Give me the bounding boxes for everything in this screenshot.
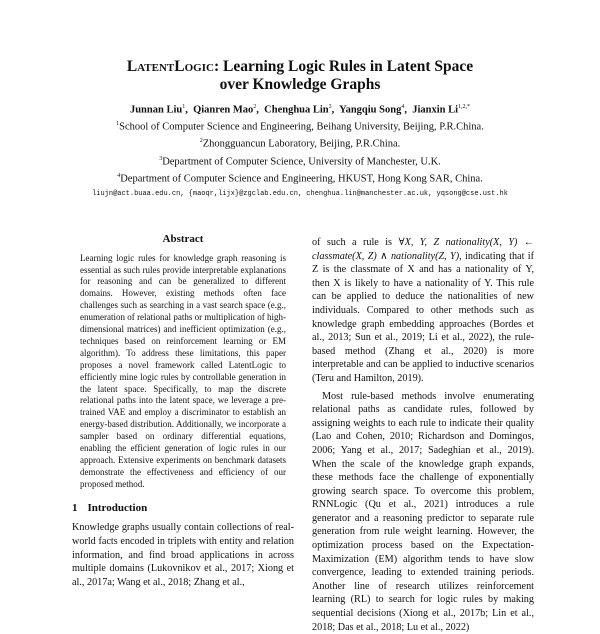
title-method-name: LatentLogic: [126, 58, 214, 75]
affiliation-text: Department of Computer Science and Engineering, HKUST, Hong Kong SAR, China.: [120, 173, 483, 185]
author-name: Junnan Liu: [129, 104, 183, 116]
affiliation: [40, 152, 560, 170]
section-heading: [72, 502, 294, 516]
affiliation-sup: 4: [117, 173, 121, 179]
author-emails: liujn@act.buaa.edu.cn, {maoqr,lijx}@zgclab.edu.cn, chenghua.lin@manchester.ac.uk, yqsong@cse.ust.hk: [92, 189, 508, 198]
abstract-text: Learning logic rules for knowledge graph reasoning is essential as such rules provide interpretable explanations for reasoning and can be generalized to different domains. However, existing methods often face challenges such as searching in a vast search space (e.g., enumeration of relational paths or multiplication of high-dimensional matrices) and inefficient optimization (e.g., techniques based on reinforcement learning or EM algorithm). To address these limitations, this paper proposes a novel framework called LatentLogic to efficiently mine logic rules by controllable generation in the latent space. Specifically, to map the discrete relational paths into the latent space, we leverage a pre-trained VAE and employ a discriminator to establish an energy-based distribution. Additionally, we incorporate a sampler based on ordinary differential equations, enabling the efficient generation of logic rules in our approach. Extensive experiments on benchmark datasets demonstrate the effectiveness and efficiency of our proposed method.: [80, 252, 286, 489]
affiliation-sup: 1: [116, 120, 120, 127]
author-name: Jianxin Li: [412, 104, 459, 116]
author-list: Junnan Liu$^1$, Qianren Mao$^2$, Chenghua Lin$^3$, Yangqiu Song$^4$, Jianxin $Li^{1,2,*}$: [129, 104, 471, 116]
affiliation: [40, 169, 560, 187]
affiliation: [40, 117, 560, 135]
author-sup: 1,2,*: [458, 104, 471, 110]
author-name: Qianren Mao: [193, 104, 254, 116]
paragraph-text: of such a rule is: [312, 237, 399, 248]
affiliation-sup: 2: [199, 138, 203, 144]
affiliation-sup: 3: [159, 155, 163, 162]
affiliation-text: School of Computer Science and Engineering, Beihang University, Beijing, P.R.China.: [119, 121, 484, 132]
intro-paragraph: Knowledge graphs usually contain collections of real-world facts encoded in triplets with entity and relation information, and find broad applications in across multiple domains (Lukovnikov et al., 2017; Xiong et al., 2017a; Wang et al., 2018; Zhang et al.,: [72, 522, 294, 588]
author-name: Yangqiu Song: [339, 104, 402, 116]
paper-title: [40, 58, 560, 94]
right-column: [312, 236, 534, 634]
section-title: Introduction: [87, 501, 148, 514]
title-block: [40, 58, 560, 199]
author-sup: 3: [328, 104, 332, 110]
paragraph-text: , indicating that if Z is the classmate of X and has a nationality of Y, then X is likely to have a nationality of Y. This rule can be applied to deduce the nationalities of new individuals. Compared to other methods such as knowledge graph embedding approaches (Bordes et al., 2013; Sun et al., 2019; Li et al., 2022), the rule-based method (Zhang et al., 2020) is more interpretable and can be applied to inductive scenarios (Teru and Hamilton, 2019).: [312, 250, 534, 384]
rule-formula: ∀X, Y, Z nationality(X, Y) ← classmate(X, Z) ∧ nationality(Z, Y): [312, 237, 534, 262]
title-line1-rest: : Learning Logic Rules in Latent Space: [213, 58, 474, 75]
abstract-heading: Abstract: [162, 233, 204, 245]
affiliation-text: Department of Computer Science, University of Manchester, U.K.: [162, 156, 441, 167]
title-line2: over Knowledge Graphs: [219, 76, 381, 93]
left-column: [72, 233, 294, 589]
body-paragraph: Most rule-based methods involve enumerating relational paths as candidate rules, followed by assigning weights to each rule to indicate their quality (Lao and Cohen, 2010; Richardson and Domingos, 2006; Yang et al., 2017; Sadeghian et al., 2019). When the scale of the knowledge graph expands, these methods face the challenge of exponentially growing search space. To overcome this problem, RNNLogic (Qu et al., 2021) introduces a rule generator and a reasoning predictor to separate rule generation from rule weight learning. However, the optimization process based on the Expectation-Maximization (EM) algorithm tends to have slow convergence, leading to extended training periods. Another line of research utilizes reinforcement learning (RL) to search for logic rules by making sequential decisions (Xiong et al., 2017b; Lin et al., 2018; Das et al., 2018; Lu et al., 2022): [312, 390, 534, 633]
section-number: 1: [72, 501, 78, 514]
author-sup: 2: [253, 104, 257, 110]
author-sup: 1: [182, 104, 186, 110]
rule-example-paragraph: [312, 236, 534, 386]
author-name: Chenghua Lin: [264, 104, 329, 116]
author-sup: 4: [401, 104, 405, 110]
affiliation: [40, 134, 560, 152]
affiliation-text: Zhongguancun Laboratory, Beijing, P.R.China.: [202, 138, 401, 150]
